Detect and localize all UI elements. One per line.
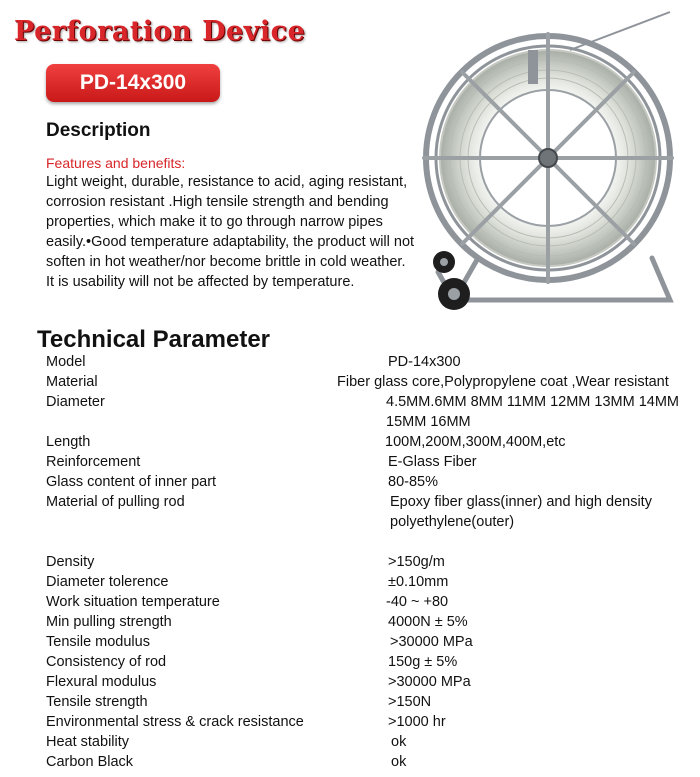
param-value: ±0.10mm — [388, 574, 449, 590]
param-label: Min pulling strength — [46, 614, 172, 630]
param-value-continued: 15MM 16MM — [386, 414, 471, 430]
param-value: Epoxy fiber glass(inner) and high density — [390, 494, 652, 510]
param-label: Diameter — [46, 394, 105, 410]
param-value: >30000 MPa — [390, 634, 473, 650]
param-label: Carbon Black — [46, 754, 134, 770]
param-value: 4.5MM.6MM 8MM 11MM 12MM 13MM 14MM — [386, 394, 679, 410]
param-value: >150N — [388, 694, 432, 710]
param-label: Flexural modulus — [46, 674, 157, 690]
features-heading: Features and benefits: — [46, 155, 186, 171]
param-label: Work situation temperature — [46, 594, 220, 610]
param-label: Diameter tolerence — [46, 574, 169, 590]
reel-hub — [539, 149, 557, 167]
technical-parameter-heading: Technical Parameter — [37, 326, 271, 353]
param-label: Environmental stress & crack resistance — [46, 714, 304, 730]
param-value-continued: polyethylene(outer) — [390, 514, 515, 530]
description-heading: Description — [46, 120, 151, 141]
param-value: 100M,200M,300M,400M,etc — [385, 434, 566, 450]
param-label: Material — [46, 374, 98, 390]
param-value: >30000 MPa — [388, 674, 471, 690]
param-label: Length — [46, 434, 91, 450]
param-label: Material of pulling rod — [46, 494, 185, 510]
param-value: Fiber glass core,Polypropylene coat ,Wear resistant — [337, 374, 669, 390]
param-label: Density — [46, 554, 95, 570]
param-label: Tensile modulus — [46, 634, 150, 650]
page-title: Perforation Device — [14, 16, 306, 47]
param-label: Glass content of inner part — [46, 474, 217, 490]
param-value: ok — [391, 734, 407, 750]
param-label: Tensile strength — [46, 694, 148, 710]
param-value: PD-14x300 — [388, 354, 461, 370]
duct-rodder-reel-image — [420, 10, 700, 320]
param-value: >1000 hr — [388, 714, 446, 730]
param-label: Consistency of rod — [46, 654, 167, 670]
param-label: Heat stability — [46, 734, 130, 750]
description-body: Light weight, durable, resistance to acid, aging resistant, corrosion resistant .High tensile strength and bending properties, which make it to go through narrow pipes easily.•Good temperature adaptability, the product will not soften in hot weather/nor become brittle in cold weather. It is usability will not be affected by temperature. — [46, 174, 415, 290]
param-label: Model — [46, 354, 86, 370]
param-value: 150g ± 5% — [388, 654, 458, 670]
model-badge: PD-14x300 — [46, 64, 220, 102]
param-value: -40 ~ +80 — [386, 594, 449, 610]
param-value: >150g/m — [388, 554, 445, 570]
param-value: E-Glass Fiber — [388, 454, 477, 470]
param-label: Reinforcement — [46, 454, 141, 470]
param-value: 4000N ± 5% — [388, 614, 468, 630]
param-value: 80-85% — [388, 474, 438, 490]
param-value: ok — [391, 754, 407, 770]
